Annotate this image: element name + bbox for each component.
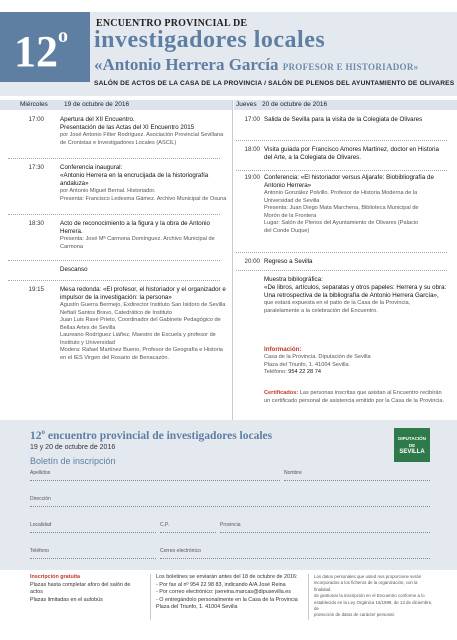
edition-badge: [0, 12, 90, 82]
provincia-label: Provincia: [220, 522, 241, 528]
form-dates: 19 y 20 de octubre de 2016: [30, 444, 116, 451]
apellidos-field[interactable]: [30, 480, 280, 481]
provincia-field[interactable]: [220, 532, 430, 533]
footer-divider: [150, 574, 151, 620]
footer-privacy: Los datos personales que usted nos proporcione serán incorporados a los ficheros de la organización, con la finalidad de gestionar la inscripción en el Encuentro conforme a lo establecido en la Ley Orgánica 15/1999, de 13 de diciembre, de protección de datos de carácter personal.: [314, 574, 433, 618]
certificates-block: Certificados: Las personas inscritas que asistan al Encuentro recibirán un certificado personal de asistencia emitido por la Casa de la Provincia.: [264, 390, 445, 404]
header-venues: SALÓN DE ACTOS DE LA CASA DE LA PROVINCIA / SALÓN DE PLENOS DEL AYUNTAMIENTO DE OLIVARES: [94, 80, 455, 87]
localidad-field[interactable]: [30, 532, 156, 533]
divider: [236, 252, 447, 253]
direccion-field[interactable]: [30, 506, 430, 507]
telefono-field[interactable]: [30, 558, 156, 559]
header-line1: ENCUENTRO PROVINCIAL DE: [96, 18, 248, 29]
footer-divider: [308, 574, 309, 620]
day2-item-4: 20:00 Regreso a Sevilla: [244, 258, 313, 265]
divider: [8, 260, 220, 261]
day1-column: [0, 100, 232, 420]
day1-item-1: 17:00 Apertura del XII Encuentro. Presentación de las Actas del XI Encuentro 2015 por José Antonio Fílter Rodríguez. Asociación Provincial Sevillana de Cronistas e Investigadores Locales (ASCIL): [28, 116, 224, 146]
form-band: [0, 420, 457, 570]
exhibit: Muestra bibliográfica: «De libros, artículos, separatas y otros papeles: Herrera y su obra: Una retrospectiva de la bibliografía de Antonio Herrera García», que estará expuesta en el patio de la Casa de la Provincia, paralelamente a la celebración del Encuentro.: [264, 276, 447, 314]
cp-field[interactable]: [160, 532, 216, 533]
day1-item-3: 18:30 Acto de reconocimiento a la figura y la obra de Antonio Herrera. Presenta: José Mª Carmona Domínguez. Archivo Municipal de Carmona: [28, 220, 215, 250]
cp-label: C.P.: [160, 522, 170, 528]
header-honoree: «Antonio Herrera García PROFESOR E HISTORIADOR»: [94, 55, 419, 74]
column-divider: [232, 100, 233, 420]
correo-field[interactable]: [160, 558, 430, 559]
direccion-label: Dirección: [30, 496, 51, 502]
divider: [8, 280, 220, 281]
divider: [8, 214, 220, 215]
info-block: Información: Casa de la Provincia. Diputación de Sevilla Plaza del Triunfo, 1. 41004 Sevilla Teléfono: 954 22 28 74: [264, 346, 371, 375]
telefono-label: Teléfono: [30, 548, 49, 554]
footer-submission: Los boletines se enviarán antes del 18 de octubre de 2016: - Por fax al nº 954 22 98 83, indicando A/A José Reina - Por correo electrónico: jsereina.marcas@dipusevilla.es - O entregándolo personalmente en la Casa de la Provincia Plaza del Triunfo, 1. 41004 Sevilla: [156, 574, 304, 612]
phone-number: 954 22 28 74: [288, 369, 321, 375]
localidad-label: Localidad: [30, 522, 52, 528]
divider: [236, 270, 447, 271]
day2-item-2: 18:00 Visita guiada por Francisco Amores Martínez, doctor en Historia del Arte, a la Colegiata de Olivares.: [244, 146, 439, 161]
day2-item-3: 19:00 Conferencia: «El historiador versus Aljarafe: Biobibliografía de Antonio Herrera» Antonio González Polvillo. Profesor de Historia Moderna de la Universidad de Sevilla Presenta: Juan Diego Mata Marchena, Biblioteca Municipal de Morón de la Frontera Lugar: Salón de Plenos del Ayuntamiento de Olivares (Palacio del Conde Duque): [244, 174, 434, 234]
footer-registration: Inscripción gratuita Plazas hasta completar aforo del salón de actos Plazas limitadas en el autobús: [30, 574, 131, 603]
form-subtitle: Boletín de inscripción: [30, 456, 116, 466]
correo-label: Correo electrónico: [160, 548, 201, 554]
apellidos-label: Apellidos: [30, 470, 51, 476]
divider: [8, 158, 220, 159]
nombre-label: Nombre: [284, 470, 302, 476]
day2-header: Jueves 20 de octubre de 2016: [234, 100, 457, 110]
header-title: investigadores locales: [94, 27, 326, 53]
day2-item-1: 17:00 Salida de Sevilla para la visita de la Colegiata de Olivares: [244, 116, 423, 123]
header: [0, 0, 457, 96]
day1-header: Miércoles 19 de octubre de 2016: [0, 100, 232, 110]
email-link[interactable]: - Por correo electrónico: jsereina.marcas@dipusevilla.es: [156, 589, 291, 596]
day1-item-5: 19:15 Mesa redonda: «El profesor, el historiador y el organizador e impulsor de la investigación: la persona» Agustín Guerra Bermejo, Exdirector Instituto San Isidoro de Sevilla Neftalí Santos Bravo, Catedrático de Instituto Juan Luis Ravé Prieto, Coordinador del Gabinete Pedagógico de Bellas Artes de Sevilla Laureano Rodríguez Liáñez, Maestro de Escuela y profesor de Instituto y Universidad Modera: Rafael Martínez Bueno, Profesor de Geografía e Historia en el IES Virgen del Rosario de Benacazón.: [28, 286, 226, 361]
form-title: 12$^o$ encuentro provincial de investigadores locales: [30, 428, 273, 442]
day1-item-2: 17:30 Conferencia inaugural: «Antonio Herrera en la encrucijada de la historiografía andaluza» por Antonio Miguel Bernal. Historiador. Presenta: Francisco Ledesma Gámez. Archivo Municipal de Osuna: [28, 164, 227, 202]
day1-break: Descanso: [60, 266, 88, 273]
nombre-field[interactable]: [284, 480, 430, 481]
edition-number: 12$^o$: [14, 25, 68, 76]
day2-column: [234, 100, 457, 420]
divider: [236, 140, 447, 141]
diputacion-logo: DIPUTACIÓN DE SEVILLA: [394, 428, 430, 462]
divider: [236, 170, 447, 171]
